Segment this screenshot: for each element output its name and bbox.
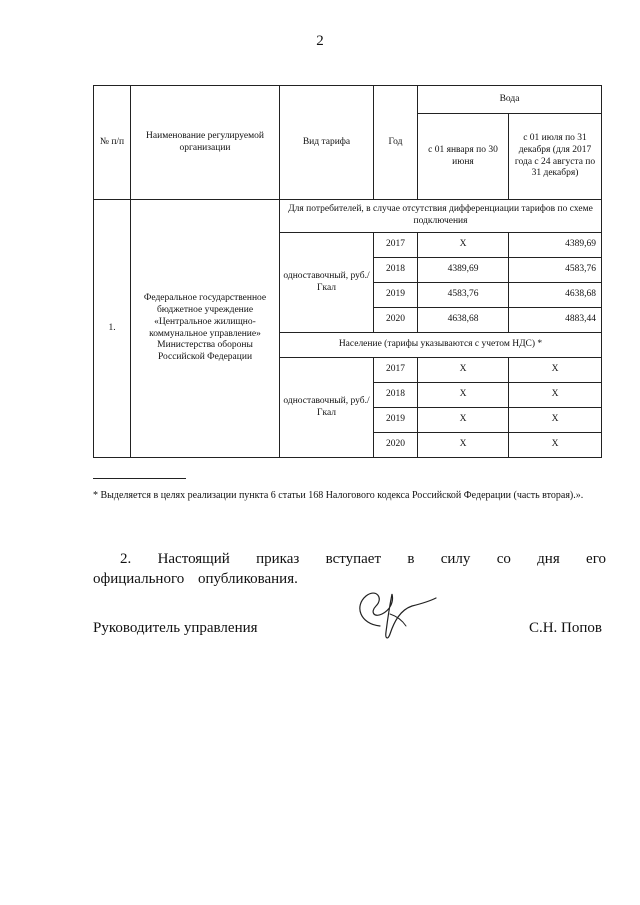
year-cell: 2019 <box>374 408 418 433</box>
tariff-value-second: 4883,44 <box>509 308 602 333</box>
header-water: Вода <box>418 86 602 114</box>
row-number: 1. <box>94 200 131 458</box>
handwritten-signature <box>350 584 440 644</box>
signatory-title: Руководитель управления <box>93 620 258 636</box>
header-period-1: с 01 января по 30 июня <box>418 114 509 200</box>
header-tariff-type: Вид тарифа <box>280 86 374 200</box>
tariff-value-second: 4389,69 <box>509 233 602 258</box>
header-org: Наименование регулируемой организации <box>131 86 280 200</box>
section-title: Население (тарифы указываются с учетом НДС) * <box>280 333 602 358</box>
footnote-divider <box>93 478 186 479</box>
tariff-value-first: 4638,68 <box>418 308 509 333</box>
tariff-value-first: Х <box>418 433 509 458</box>
tariff-type-cell: одноставочный, руб./Гкал <box>280 233 374 333</box>
tariff-value-first: 4389,69 <box>418 258 509 283</box>
year-cell: 2020 <box>374 433 418 458</box>
tariff-value-first: Х <box>418 408 509 433</box>
footnote: * Выделяется в целях реализации пункта 6 статьи 168 Налогового кодекса Российской Федерации (часть вторая).». <box>93 490 584 501</box>
tariff-value-second: Х <box>509 433 602 458</box>
year-cell: 2020 <box>374 308 418 333</box>
tariff-value-second: 4638,68 <box>509 283 602 308</box>
year-cell: 2017 <box>374 233 418 258</box>
header-period-2: с 01 июля по 31 декабря (для 2017 года с 24 августа по 31 декабря) <box>509 114 602 200</box>
tariff-value-first: 4583,76 <box>418 283 509 308</box>
year-cell: 2017 <box>374 358 418 383</box>
organization-name: Федеральное государственное бюджетное учреждение «Центральное жилищно-коммунальное управление» Министерства обороны Российской Федерации <box>131 200 280 458</box>
year-cell: 2019 <box>374 283 418 308</box>
year-cell: 2018 <box>374 258 418 283</box>
tariff-type-cell: одноставочный, руб./Гкал <box>280 358 374 458</box>
header-year: Год <box>374 86 418 200</box>
year-cell: 2018 <box>374 383 418 408</box>
tariff-value-second: Х <box>509 383 602 408</box>
tariff-value-second: Х <box>509 358 602 383</box>
section-title: Для потребителей, в случае отсутствия дифференциации тарифов по схеме подключения <box>280 200 602 233</box>
tariff-table <box>93 85 602 458</box>
tariff-value-second: 4583,76 <box>509 258 602 283</box>
tariff-value-first: Х <box>418 358 509 383</box>
tariff-value-first: Х <box>418 383 509 408</box>
clause-paragraph: 2. Настоящий приказ вступает в силу со дня его официального опубликования. <box>93 551 606 587</box>
signatory-name: С.Н. Попов <box>528 620 602 636</box>
page-number: 2 <box>316 33 324 49</box>
header-num: № п/п <box>94 86 131 200</box>
tariff-value-second: Х <box>509 408 602 433</box>
tariff-value-first: Х <box>418 233 509 258</box>
